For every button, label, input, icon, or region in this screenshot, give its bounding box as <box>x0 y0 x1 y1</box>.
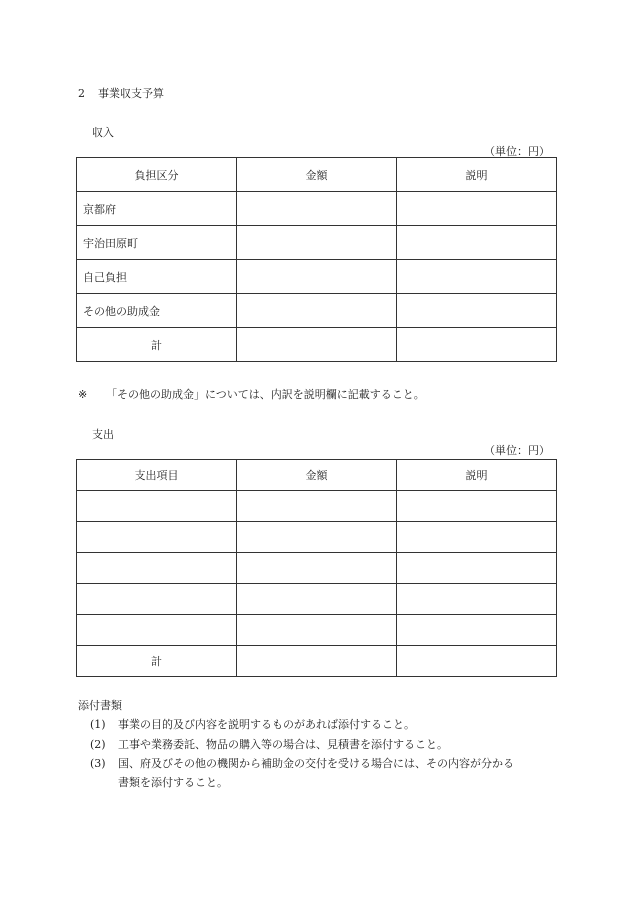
total-amount-cell[interactable] <box>237 646 397 677</box>
amount-cell[interactable] <box>237 226 397 260</box>
expense-item-cell[interactable] <box>77 491 237 522</box>
description-cell[interactable] <box>397 192 557 226</box>
amount-cell[interactable] <box>237 553 397 584</box>
note-text: 「その他の助成金」については、内訳を説明欄に記載すること。 <box>106 388 425 401</box>
total-label: 計 <box>77 646 237 677</box>
table-header-row <box>77 158 557 192</box>
attachment-text: 事業の目的及び内容を説明するものがあれば添付すること。 <box>118 718 415 731</box>
note-mark: ※ <box>78 388 88 401</box>
column-header-burden-category: 負担区分 <box>77 158 237 192</box>
attachment-number: (3) <box>90 757 106 770</box>
table-row <box>77 226 557 260</box>
amount-cell[interactable] <box>237 522 397 553</box>
expense-item-cell[interactable] <box>77 522 237 553</box>
table-total-row <box>77 328 557 362</box>
description-cell[interactable] <box>397 522 557 553</box>
description-cell[interactable] <box>397 260 557 294</box>
table-total-row <box>77 646 557 677</box>
expense-unit-label: （単位：円） <box>484 444 550 457</box>
column-header-expense-item: 支出項目 <box>77 460 237 491</box>
column-header-description: 説明 <box>397 158 557 192</box>
table-row <box>77 260 557 294</box>
attachments-heading: 添付書類 <box>78 699 122 712</box>
description-cell[interactable] <box>397 553 557 584</box>
amount-cell[interactable] <box>237 491 397 522</box>
income-heading: 収入 <box>92 126 114 139</box>
expense-heading: 支出 <box>92 428 114 441</box>
amount-cell[interactable] <box>237 615 397 646</box>
table-header-row <box>77 460 557 491</box>
attachment-item <box>90 755 514 771</box>
total-description-cell[interactable] <box>397 328 557 362</box>
table-row <box>77 553 557 584</box>
table-row <box>77 294 557 328</box>
section-number: 2 <box>78 87 85 100</box>
income-unit-label: （単位：円） <box>484 145 550 158</box>
row-label-self-funding: 自己負担 <box>77 260 237 294</box>
row-label-kyoto-prefecture: 京都府 <box>77 192 237 226</box>
description-cell[interactable] <box>397 491 557 522</box>
expense-table <box>76 459 557 677</box>
note <box>78 386 425 402</box>
table-row <box>77 192 557 226</box>
amount-cell[interactable] <box>237 294 397 328</box>
attachment-number: (2) <box>90 738 106 751</box>
section-title-text: 事業収支予算 <box>98 87 164 100</box>
attachment-text: 工事や業務委託、物品の購入等の場合は、見積書を添付すること。 <box>118 738 448 751</box>
description-cell[interactable] <box>397 226 557 260</box>
description-cell[interactable] <box>397 584 557 615</box>
column-header-amount: 金額 <box>237 158 397 192</box>
column-header-amount: 金額 <box>237 460 397 491</box>
amount-cell[interactable] <box>237 192 397 226</box>
expense-item-cell[interactable] <box>77 553 237 584</box>
total-description-cell[interactable] <box>397 646 557 677</box>
expense-item-cell[interactable] <box>77 615 237 646</box>
table-row <box>77 491 557 522</box>
amount-cell[interactable] <box>237 260 397 294</box>
income-table <box>76 157 557 362</box>
attachment-text: 国、府及びその他の機関から補助金の交付を受ける場合には、その内容が分かる <box>118 757 514 770</box>
table-row <box>77 615 557 646</box>
column-header-description: 説明 <box>397 460 557 491</box>
row-label-ujitawara-town: 宇治田原町 <box>77 226 237 260</box>
section-title <box>78 85 164 101</box>
amount-cell[interactable] <box>237 584 397 615</box>
attachment-number: (1) <box>90 718 106 731</box>
description-cell[interactable] <box>397 615 557 646</box>
total-amount-cell[interactable] <box>237 328 397 362</box>
row-label-other-grants: その他の助成金 <box>77 294 237 328</box>
table-row <box>77 584 557 615</box>
expense-item-cell[interactable] <box>77 584 237 615</box>
total-label: 計 <box>77 328 237 362</box>
description-cell[interactable] <box>397 294 557 328</box>
attachment-text-continuation: 書類を添付すること。 <box>118 776 228 789</box>
table-row <box>77 522 557 553</box>
attachment-item <box>90 736 448 752</box>
attachment-item <box>90 716 415 732</box>
